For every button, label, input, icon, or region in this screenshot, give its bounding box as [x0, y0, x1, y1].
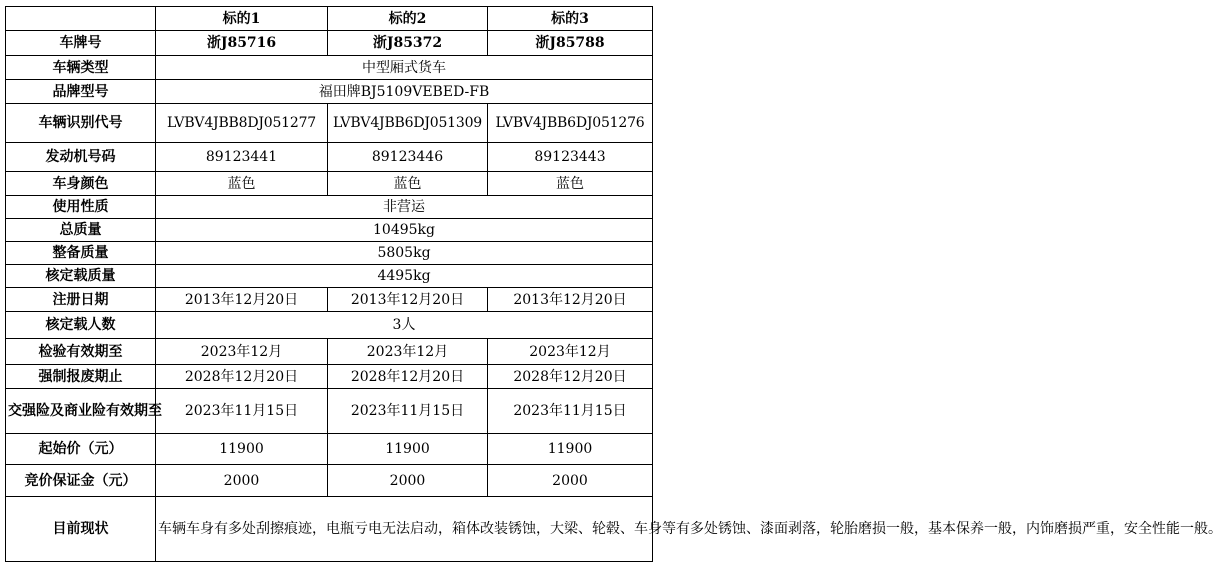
- label-reg-date: 注册日期: [6, 288, 156, 312]
- row-inspection: [6, 339, 653, 365]
- row-total-mass: [6, 219, 653, 242]
- insurance-lot-1: 2023年11月15日: [156, 389, 328, 434]
- label-inspection: 检验有效期至: [6, 339, 156, 365]
- row-insurance: [6, 389, 653, 434]
- value-curb-mass: 5805kg: [156, 242, 653, 265]
- label-scrap: 强制报废期止: [6, 365, 156, 389]
- scrap-lot-2: 2028年12月20日: [328, 365, 488, 389]
- row-start-price: [6, 434, 653, 465]
- header-lot-1: 标的1: [156, 7, 328, 31]
- header-row: [6, 7, 653, 31]
- vehicle-spec-table: [5, 6, 1222, 562]
- header-corner: [6, 7, 156, 31]
- row-type: [6, 56, 653, 80]
- label-plate: 车牌号: [6, 31, 156, 56]
- row-seats: [6, 312, 653, 339]
- insurance-lot-2: 2023年11月15日: [328, 389, 488, 434]
- engine-lot-2: 89123446: [328, 143, 488, 172]
- label-vin: 车辆识别代号: [6, 104, 156, 143]
- color-lot-2: 蓝色: [328, 172, 488, 196]
- row-reg-date: [6, 288, 653, 312]
- row-status: [6, 497, 653, 562]
- label-total-mass: 总质量: [6, 219, 156, 242]
- insurance-lot-3: 2023年11月15日: [488, 389, 653, 434]
- color-lot-3: 蓝色: [488, 172, 653, 196]
- value-status: 车辆车身有多处刮擦痕迹，电瓶亏电无法启动，箱体改装锈蚀，大梁、轮毂、车身等有多处锈蚀、漆面剥落，轮胎磨损一般，基本保养一般，内饰磨损严重，安全性能一般。: [156, 497, 653, 562]
- start-price-lot-2: 11900: [328, 434, 488, 465]
- deposit-lot-3: 2000: [488, 465, 653, 497]
- scrap-lot-3: 2028年12月20日: [488, 365, 653, 389]
- start-price-lot-3: 11900: [488, 434, 653, 465]
- row-plate: [6, 31, 653, 56]
- scrap-lot-1: 2028年12月20日: [156, 365, 328, 389]
- value-total-mass: 10495kg: [156, 219, 653, 242]
- start-price-lot-1: 11900: [156, 434, 328, 465]
- label-engine: 发动机号码: [6, 143, 156, 172]
- value-model: 福田牌BJ5109VEBED-FB: [156, 80, 653, 104]
- label-seats: 核定载人数: [6, 312, 156, 339]
- label-start-price: 起始价（元）: [6, 434, 156, 465]
- vin-lot-1: LVBV4JBB8DJ051277: [156, 104, 328, 143]
- inspection-lot-2: 2023年12月: [328, 339, 488, 365]
- row-curb-mass: [6, 242, 653, 265]
- plate-lot-1: 浙J85716: [156, 31, 328, 56]
- label-type: 车辆类型: [6, 56, 156, 80]
- label-usage: 使用性质: [6, 196, 156, 219]
- engine-lot-1: 89123441: [156, 143, 328, 172]
- row-model: [6, 80, 653, 104]
- vin-lot-2: LVBV4JBB6DJ051309: [328, 104, 488, 143]
- value-seats: 3人: [156, 312, 653, 339]
- reg-date-lot-1: 2013年12月20日: [156, 288, 328, 312]
- vin-lot-3: LVBV4JBB6DJ051276: [488, 104, 653, 143]
- inspection-lot-1: 2023年12月: [156, 339, 328, 365]
- row-engine: [6, 143, 653, 172]
- value-load-mass: 4495kg: [156, 265, 653, 288]
- label-model: 品牌型号: [6, 80, 156, 104]
- row-scrap: [6, 365, 653, 389]
- inspection-lot-3: 2023年12月: [488, 339, 653, 365]
- header-lot-3: 标的3: [488, 7, 653, 31]
- value-usage: 非营运: [156, 196, 653, 219]
- label-color: 车身颜色: [6, 172, 156, 196]
- row-usage: [6, 196, 653, 219]
- label-deposit: 竞价保证金（元）: [6, 465, 156, 497]
- row-vin: [6, 104, 653, 143]
- reg-date-lot-3: 2013年12月20日: [488, 288, 653, 312]
- deposit-lot-1: 2000: [156, 465, 328, 497]
- plate-lot-3: 浙J85788: [488, 31, 653, 56]
- row-deposit: [6, 465, 653, 497]
- label-curb-mass: 整备质量: [6, 242, 156, 265]
- header-lot-2: 标的2: [328, 7, 488, 31]
- plate-lot-2: 浙J85372: [328, 31, 488, 56]
- label-load-mass: 核定载质量: [6, 265, 156, 288]
- label-status: 目前现状: [6, 497, 156, 562]
- color-lot-1: 蓝色: [156, 172, 328, 196]
- engine-lot-3: 89123443: [488, 143, 653, 172]
- reg-date-lot-2: 2013年12月20日: [328, 288, 488, 312]
- label-insurance: 交强险及商业险有效期至: [6, 389, 156, 434]
- row-color: [6, 172, 653, 196]
- deposit-lot-2: 2000: [328, 465, 488, 497]
- row-load-mass: [6, 265, 653, 288]
- value-type: 中型厢式货车: [156, 56, 653, 80]
